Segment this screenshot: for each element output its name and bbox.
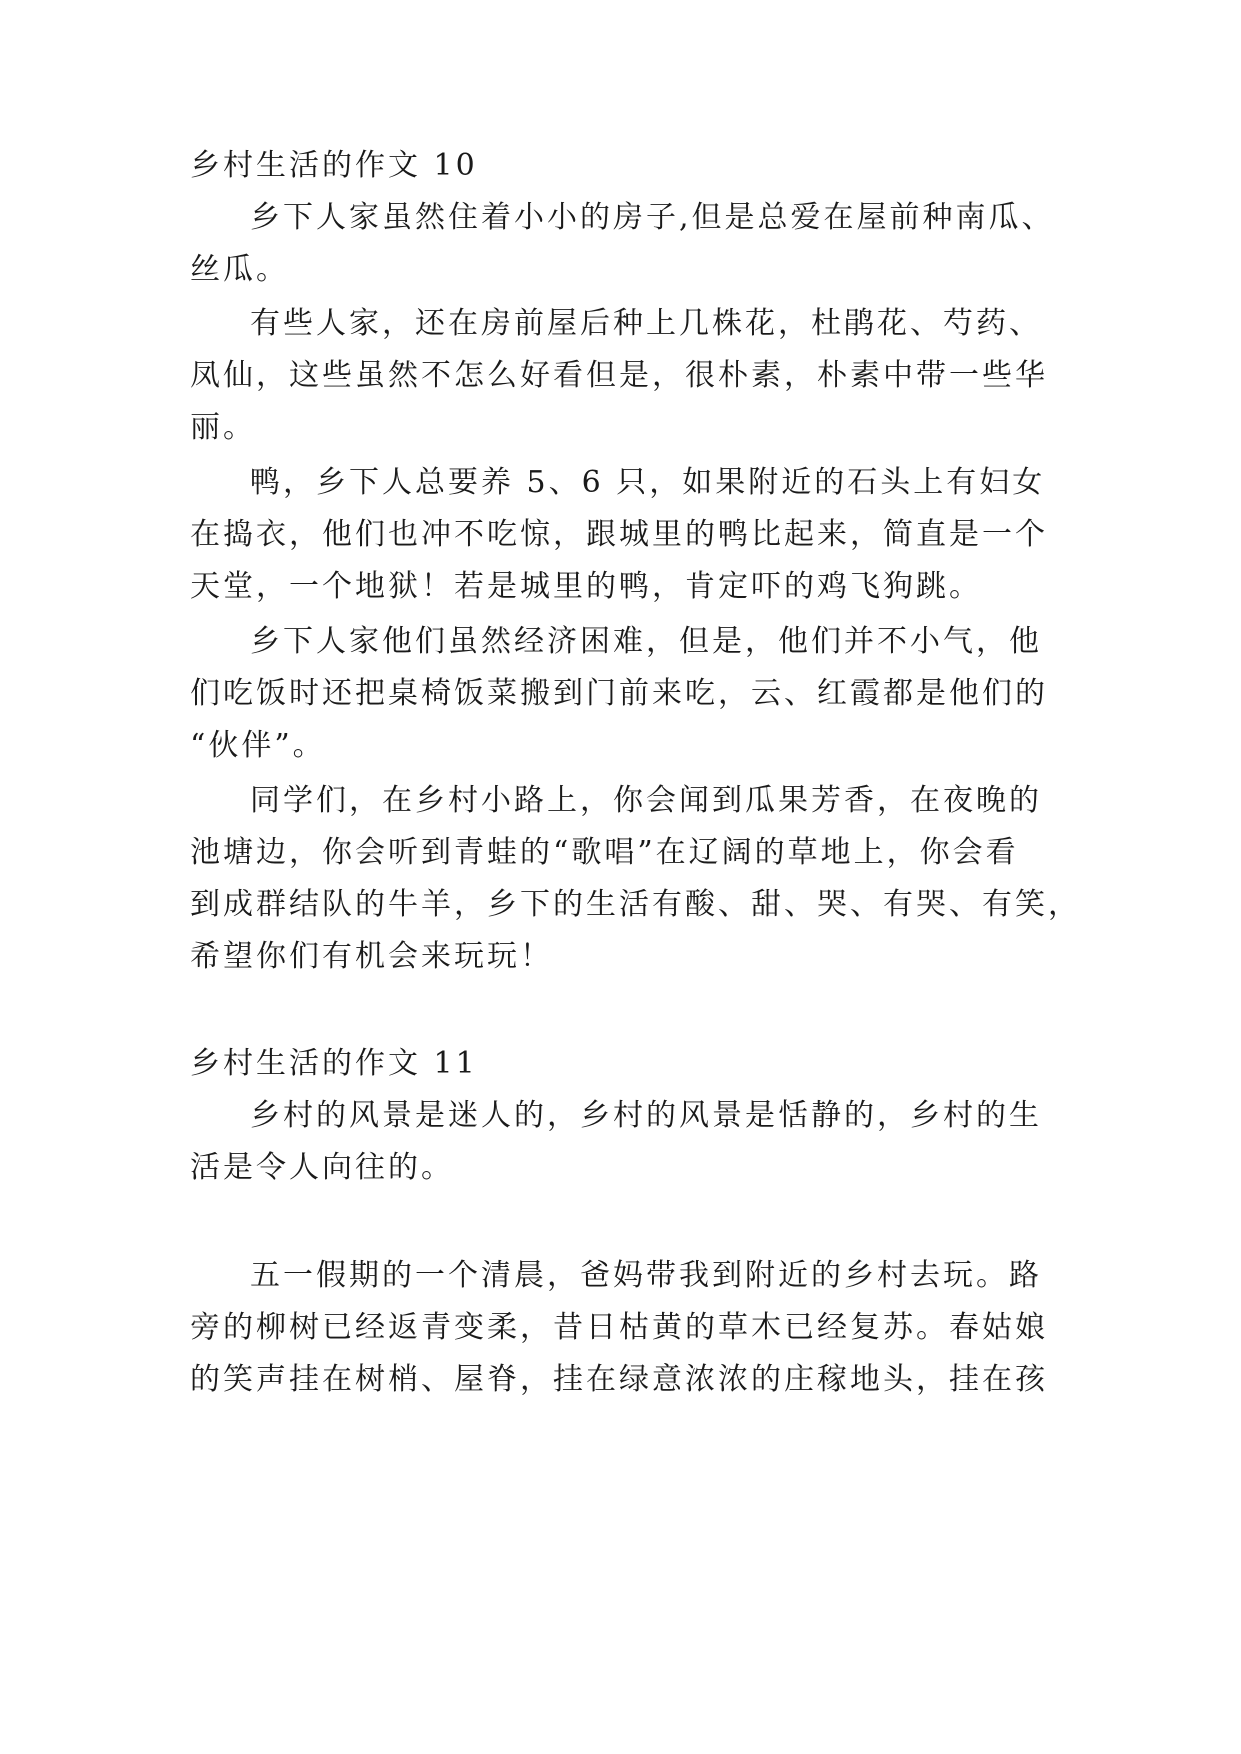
paragraph-line: 鸭，乡下人总要养 5、6 只，如果附近的石头上有妇女 bbox=[250, 465, 1046, 500]
paragraph-line: 丝瓜。 bbox=[190, 252, 289, 287]
paragraph-line: 在捣衣，他们也冲不吃惊，跟城里的鸭比起来，简直是一个 bbox=[190, 517, 1048, 552]
paragraph-line: 五一假期的一个清晨，爸妈带我到附近的乡村去玩。路 bbox=[250, 1258, 1042, 1293]
paragraph-line: 旁的柳树已经返青变柔，昔日枯黄的草木已经复苏。春姑娘 bbox=[190, 1310, 1048, 1345]
paragraph-line: 们吃饭时还把桌椅饭菜搬到门前来吃，云、红霞都是他们的 bbox=[190, 676, 1048, 711]
paragraph-line: 乡下人家他们虽然经济困难，但是，他们并不小气，他 bbox=[250, 624, 1042, 659]
essay-title-11: 乡村生活的作文 11 bbox=[190, 1046, 478, 1081]
paragraph-line: “伙伴”。 bbox=[190, 728, 326, 763]
paragraph-line: 乡下人家虽然住着小小的房子,但是总爱在屋前种南瓜、 bbox=[250, 200, 1055, 235]
paragraph-line: 凤仙，这些虽然不怎么好看但是，很朴素，朴素中带一些华 bbox=[190, 358, 1048, 393]
paragraph-line: 希望你们有机会来玩玩！ bbox=[190, 939, 553, 974]
paragraph-line: 天堂，一个地狱！若是城里的鸭，肯定吓的鸡飞狗跳。 bbox=[190, 569, 982, 604]
paragraph-line: 有些人家，还在房前屋后种上几株花，杜鹃花、芍药、 bbox=[250, 306, 1042, 341]
paragraph-line: 活是令人向往的。 bbox=[190, 1150, 454, 1185]
paragraph-line: 池塘边，你会听到青蛙的“歌唱”在辽阔的草地上，你会看 bbox=[190, 835, 1019, 870]
paragraph-line: 乡村的风景是迷人的，乡村的风景是恬静的，乡村的生 bbox=[250, 1098, 1042, 1133]
paragraph-line: 丽。 bbox=[190, 410, 256, 445]
paragraph-line: 的笑声挂在树梢、屋脊，挂在绿意浓浓的庄稼地头，挂在孩 bbox=[190, 1362, 1048, 1397]
essay-title-10: 乡村生活的作文 10 bbox=[190, 148, 478, 183]
paragraph-line: 同学们，在乡村小路上，你会闻到瓜果芳香，在夜晚的 bbox=[250, 783, 1042, 818]
paragraph-line: 到成群结队的牛羊，乡下的生活有酸、甜、哭、有哭、有笑， bbox=[190, 887, 1081, 922]
